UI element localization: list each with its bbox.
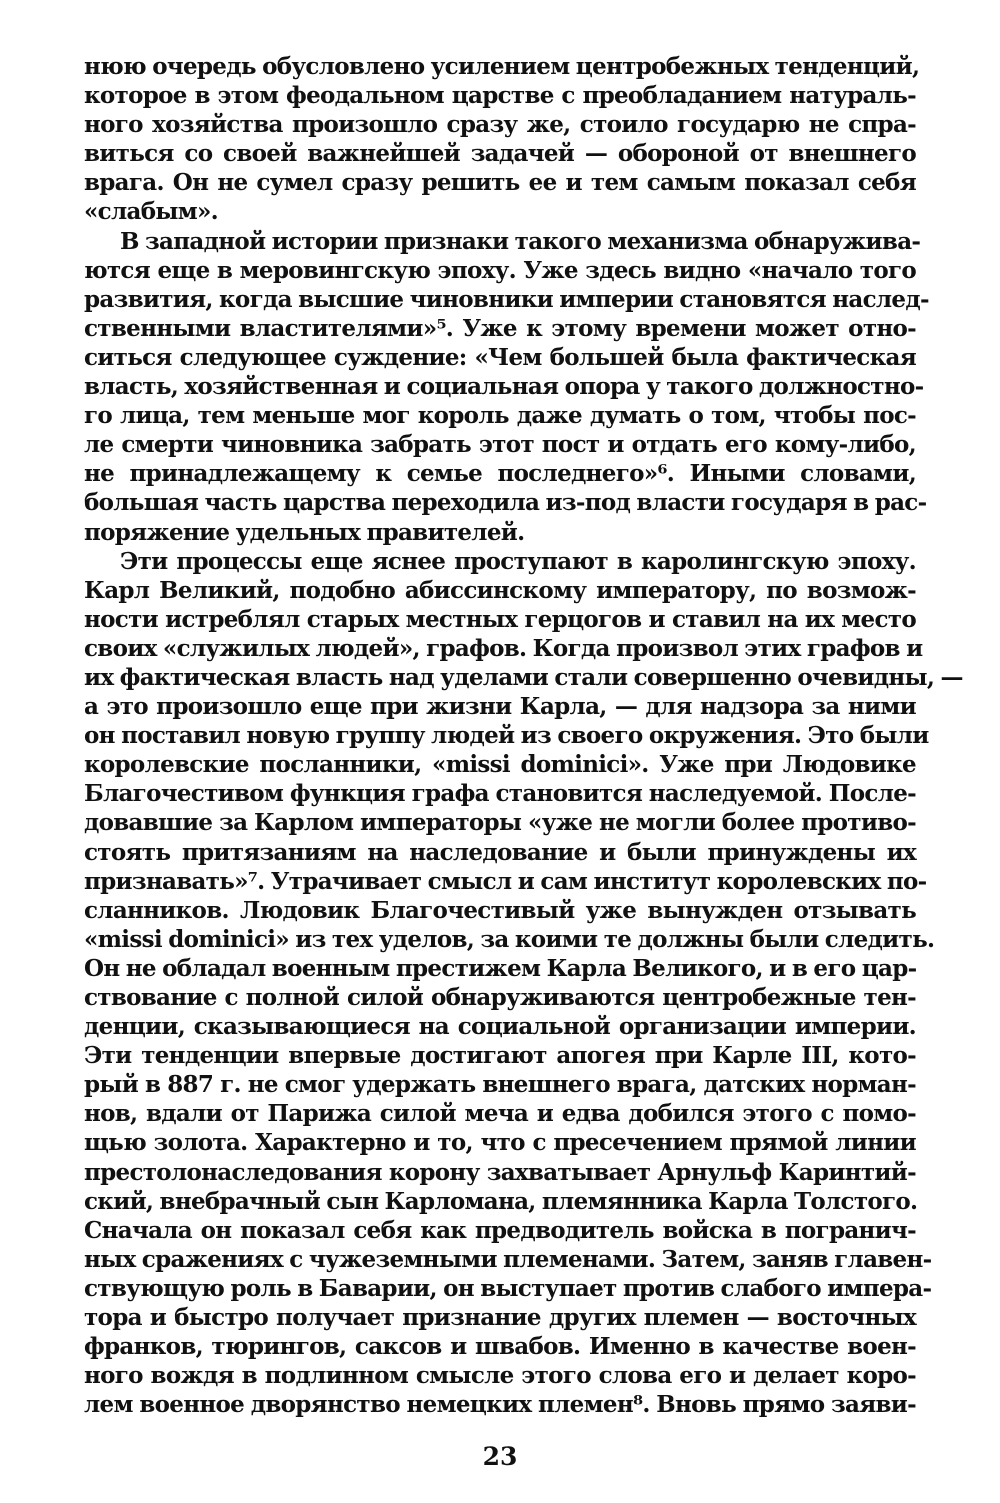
- text-line: тора и быстро получает признание других племен — восточных: [84, 1304, 916, 1332]
- text-line: ются еще в меровингскую эпоху. Уже здесь видно «начало того: [84, 256, 916, 284]
- text-line: ности истреблял старых местных герцогов и ставил на их место: [84, 605, 916, 633]
- text-line: го лица, тем меньше мог король даже думать о том, чтобы пос-: [84, 402, 916, 430]
- text-line: ных сражениях с чужеземными племенами. Затем, заняв главен-: [84, 1245, 932, 1273]
- text-line: а это произошло еще при жизни Карла, — для надзора за ними: [84, 693, 916, 721]
- text-line: сланников. Людовик Благочестивый уже вынужден отзывать: [84, 896, 916, 924]
- text-line: ного вождя в подлинном смысле этого слова его и делает коро-: [84, 1362, 916, 1390]
- text-line: королевские посланники, «missi dominici». Уже при Людовике: [84, 751, 916, 779]
- text-line: стоять притязаниям на наследование и были принуждены их: [84, 838, 916, 866]
- text-line: ский, внебрачный сын Карломана, племянника Карла Толстого.: [84, 1187, 918, 1215]
- text-line: не принадлежащему к семье последнего»⁶. Иными словами,: [84, 460, 916, 488]
- text-line: франков, тюрингов, саксов и швабов. Именно в качестве воен-: [84, 1333, 916, 1361]
- text-line: лем военное дворянство немецких племен⁸. Вновь прямо заяви-: [84, 1391, 916, 1419]
- text-line: их фактическая власть над уделами стали совершенно очевидны, —: [84, 663, 963, 691]
- text-line: Благочестивом функция графа становится наследуемой. После-: [84, 780, 916, 808]
- text-line: ствующую роль в Баварии, он выступает против слабого импера-: [84, 1274, 932, 1302]
- text-line: врага. Он не сумел сразу решить ее и тем самым показал себя: [84, 169, 916, 197]
- paragraph-start-line: Эти процессы еще яснее проступают в каролингскую эпоху.: [120, 547, 916, 575]
- text-line: ственными властителями»⁵. Уже к этому времени может отно-: [84, 314, 916, 342]
- text-line: Эти тенденции впервые достигают апогея при Карле III, кото-: [84, 1042, 916, 1070]
- text-line: развития, когда высшие чиновники империи становятся наслед-: [84, 285, 929, 313]
- text-line: довавшие за Карлом императоры «уже не могли более противо-: [84, 809, 916, 837]
- text-line: своих «служилых людей», графов. Когда произвол этих графов и: [84, 634, 923, 662]
- text-line: ного хозяйства произошло сразу же, стоило государю не спра-: [84, 111, 916, 139]
- text-line: он поставил новую группу людей из своего окружения. Это были: [84, 722, 929, 750]
- text-line: престолонаследования корону захватывает Арнульф Каринтий-: [84, 1158, 916, 1186]
- text-line: ле смерти чиновника забрать этот пост и отдать его кому-либо,: [84, 431, 916, 459]
- text-line: ситься следующее суждение: «Чем большей была фактическая: [84, 343, 916, 371]
- text-line: поряжение удельных правителей.: [84, 518, 525, 546]
- text-line: нов, вдали от Парижа силой меча и едва добился этого с помо-: [84, 1100, 916, 1128]
- text-line: Сначала он показал себя как предводитель войска в погранич-: [84, 1216, 916, 1244]
- text-line: денции, сказывающиеся на социальной организации империи.: [84, 1013, 916, 1041]
- text-line: «слабым».: [84, 198, 218, 226]
- text-line: Карл Великий, подобно абиссинскому императору, по возмож-: [84, 576, 916, 604]
- page-text: [84, 52, 963, 1419]
- text-line: которое в этом феодальном царстве с преобладанием натураль-: [84, 82, 916, 110]
- text-line: «missi dominici» из тех уделов, за коими те должны были следить.: [84, 925, 935, 953]
- text-line: ствование с полной силой обнаруживаются центробежные тен-: [84, 984, 916, 1011]
- text-line: виться со своей важнейшей задачей — обороной от внешнего: [84, 140, 916, 168]
- text-line: нюю очередь обусловлено усилением центробежных тенденций,: [84, 53, 920, 80]
- text-line: большая часть царства переходила из-под власти государя в рас-: [84, 489, 927, 517]
- paragraph-start-line: В западной истории признаки такого механизма обнаружива-: [120, 227, 921, 255]
- text-line: власть, хозяйственная и социальная опора у такого должностно-: [84, 373, 924, 401]
- text-line: рый в 887 г. не смог удержать внешнего врага, датских норман-: [84, 1071, 916, 1099]
- text-line: щью золота. Характерно и то, что с пресечением прямой линии: [84, 1129, 916, 1157]
- page-number: 23: [482, 1442, 518, 1471]
- text-line: Он не обладал военным престижем Карла Великого, и в его цар-: [84, 954, 917, 982]
- text-line: признавать»⁷. Утрачивает смысл и сам институт королевских по-: [84, 867, 927, 895]
